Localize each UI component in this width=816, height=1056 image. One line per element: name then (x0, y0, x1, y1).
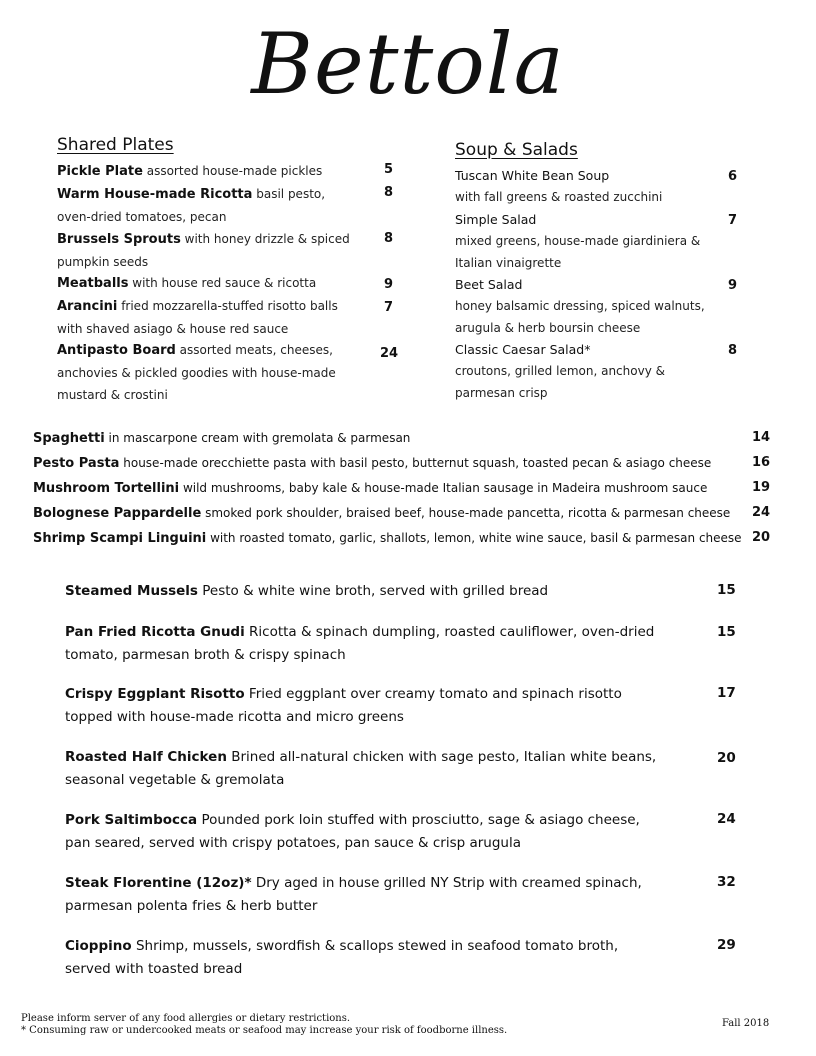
item-price: 15 (717, 582, 736, 598)
entree-item (65, 683, 665, 729)
item-price: 7 (384, 300, 394, 315)
item-name: Antipasto Board (57, 343, 176, 358)
item-name: Steamed Mussels (65, 583, 198, 599)
soup-item-name: Tuscan White Bean Soup (455, 168, 610, 183)
entree-item (65, 809, 665, 855)
entree-item (65, 872, 665, 918)
item-name: Warm House-made Ricotta (57, 187, 253, 202)
item-price: 6 (728, 169, 738, 184)
soup-item-desc: croutons, grilled lemon, anchovy & parmesan crisp (455, 364, 665, 400)
item-price: 5 (384, 162, 394, 177)
item-name: Spaghetti (33, 431, 105, 446)
soup-item-name: Simple Salad (455, 212, 537, 227)
entree-item (65, 621, 665, 667)
entree-item (65, 746, 665, 792)
item-name: Crispy Eggplant Risotto (65, 686, 245, 702)
item-desc: basil pesto, oven-dried tomatoes, pecan (57, 187, 326, 224)
item-desc: Dry aged in house grilled NY Strip with creamed spinach, parmesan polenta fries & herb butter (65, 875, 642, 914)
item-price: 7 (728, 213, 738, 228)
item-name: Steak Florentine (12oz)* (65, 875, 252, 891)
item-desc: with roasted tomato, garlic, shallots, lemon, white wine sauce, basil & parmesan cheese (206, 531, 742, 545)
soup-item-desc: honey balsamic dressing, spiced walnuts, arugula & herb boursin cheese (455, 299, 705, 335)
item-name: Pickle Plate (57, 164, 143, 179)
pasta-item (33, 429, 743, 448)
item-price: 29 (717, 937, 736, 953)
item-price: 20 (752, 530, 771, 545)
item-desc: Pounded pork loin stuffed with prosciutto, sage & asiago cheese, pan seared, served with crispy potatoes, pan sauce & crisp arugula (65, 812, 640, 851)
item-price: 16 (752, 455, 771, 470)
raw-food-warning: * Consuming raw or undercooked meats or seafood may increase your risk of foodborne illness. (21, 1025, 508, 1036)
item-desc: Ricotta & spinach dumpling, roasted cauliflower, oven-dried tomato, parmesan broth & crispy spinach (65, 624, 655, 663)
item-name: Brussels Sprouts (57, 232, 181, 247)
item-desc: in mascarpone cream with gremolata & parmesan (104, 431, 411, 445)
item-price: 24 (752, 505, 771, 520)
item-price: 20 (717, 750, 736, 766)
item-name: Pan Fried Ricotta Gnudi (65, 624, 245, 640)
item-price: 15 (717, 624, 736, 640)
item-desc: with honey drizzle & spiced pumpkin seeds (57, 232, 350, 269)
item-price: 24 (380, 346, 399, 361)
item-name: Cioppino (65, 938, 132, 954)
item-desc: house-made orecchiette pasta with basil pesto, butternut squash, toasted pecan & asiago cheese (119, 456, 712, 470)
shared-item (57, 295, 357, 340)
pasta-item (33, 504, 743, 523)
restaurant-title: Bettola (251, 15, 565, 113)
soup-salads-heading: Soup & Salads (455, 140, 578, 160)
soup-item-desc: with fall greens & roasted zucchini (455, 190, 663, 204)
shared-item (57, 228, 357, 273)
item-desc: fried mozzarella-stuffed risotto balls with shaved asiago & house red sauce (57, 299, 338, 336)
season-label: Fall 2018 (722, 1018, 770, 1029)
item-desc: assorted house-made pickles (142, 164, 323, 178)
shared-item (57, 339, 357, 407)
item-desc: assorted meats, cheeses, anchovies & pickled goodies with house-made mustard & crostini (57, 343, 336, 402)
item-name: Pesto Pasta (33, 456, 120, 471)
item-desc: Pesto & white wine broth, served with grilled bread (197, 583, 549, 599)
soup-item-name: Beet Salad (455, 277, 523, 292)
item-name: Pork Saltimbocca (65, 812, 198, 828)
item-price: 19 (752, 480, 771, 495)
allergy-notice: Please inform server of any food allergies or dietary restrictions. (21, 1013, 351, 1024)
pasta-item (33, 479, 743, 498)
item-desc: Brined all-natural chicken with sage pesto, Italian white beans, seasonal vegetable & gremolata (65, 749, 657, 788)
item-name: Mushroom Tortellini (33, 481, 180, 496)
item-price: 8 (384, 185, 394, 200)
item-price: 9 (728, 278, 738, 293)
entree-item (65, 580, 665, 603)
shared-item (57, 160, 357, 183)
item-name: Bolognese Pappardelle (33, 506, 202, 521)
shared-item (57, 183, 357, 228)
item-price: 17 (717, 685, 736, 701)
item-name: Roasted Half Chicken (65, 749, 227, 765)
shared-item (57, 272, 357, 295)
item-desc: Shrimp, mussels, swordfish & scallops stewed in seafood tomato broth, served with toasted bread (65, 938, 619, 977)
item-desc: wild mushrooms, baby kale & house-made Italian sausage in Madeira mushroom sauce (179, 481, 708, 495)
item-price: 9 (384, 277, 394, 292)
item-price: 8 (384, 231, 394, 246)
item-price: 24 (717, 811, 736, 827)
item-name: Arancini (57, 299, 118, 314)
soup-item-desc: mixed greens, house-made giardiniera & Italian vinaigrette (455, 234, 701, 270)
soup-item-name: Classic Caesar Salad* (455, 342, 591, 357)
item-name: Shrimp Scampi Linguini (33, 531, 207, 546)
item-price: 8 (728, 343, 738, 358)
item-desc: Fried eggplant over creamy tomato and spinach risotto topped with house-made ricotta and micro greens (65, 686, 622, 725)
shared-plates-heading: Shared Plates (57, 135, 174, 155)
entree-item (65, 935, 665, 981)
item-price: 14 (752, 430, 771, 445)
item-name: Meatballs (57, 276, 129, 291)
pasta-item (33, 529, 743, 548)
item-desc: smoked pork shoulder, braised beef, house-made pancetta, ricotta & parmesan cheese (201, 506, 731, 520)
item-price: 32 (717, 874, 736, 890)
pasta-item (33, 454, 743, 473)
item-desc: with house red sauce & ricotta (128, 276, 317, 290)
